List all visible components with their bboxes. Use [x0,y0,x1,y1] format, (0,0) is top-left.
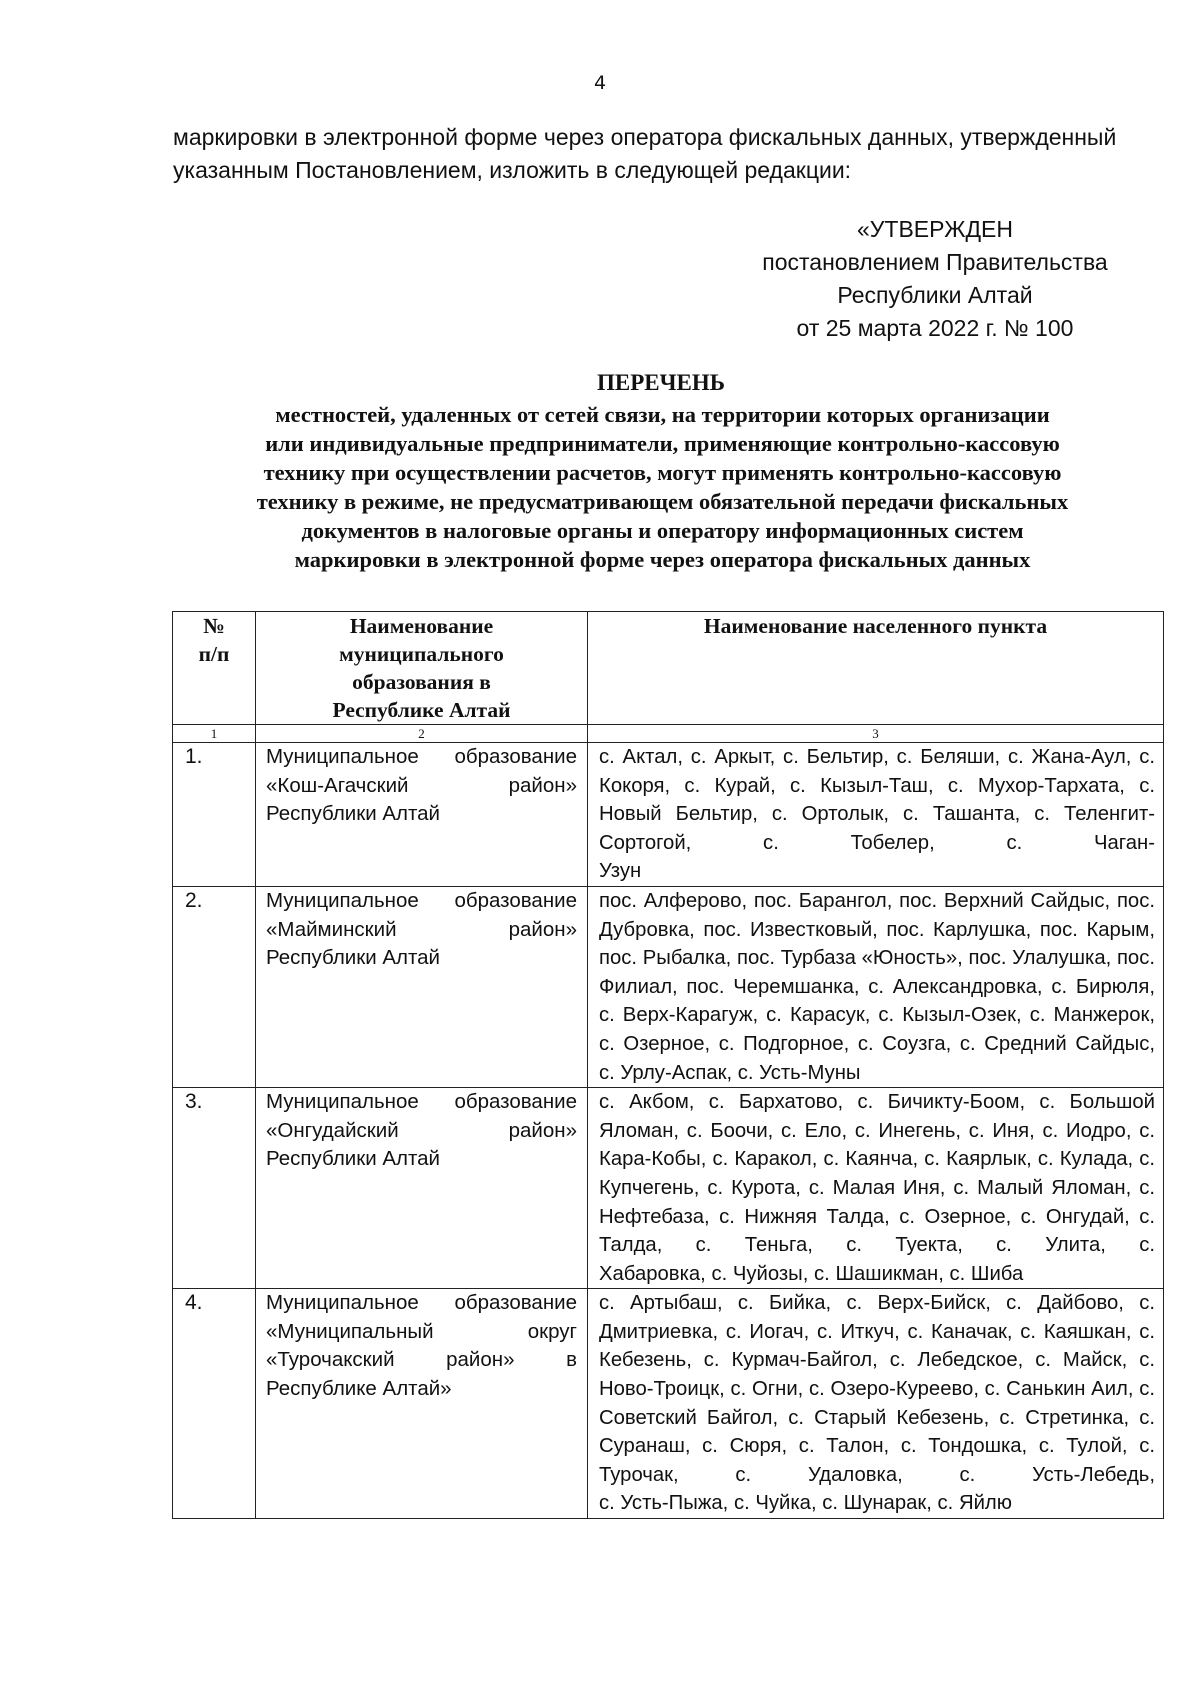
subtitle-line: маркировки в электронной форме через оператора фискальных данных [294,547,1031,572]
subtitle-line: технику при осуществлении расчетов, могут применять контрольно-кассовую [263,460,1062,485]
row-number: 1. [173,743,256,887]
header-number-line: п/п [198,642,230,666]
row-number: 4. [173,1289,256,1519]
municipality-name: Муниципальное образование «Кош-Агачский район» Республики Алтай [256,743,588,887]
locality-list [588,743,1164,887]
header-locality-line: Наименование населенного пункта [703,614,1048,638]
locality-list [588,886,1164,1087]
row-number: 3. [173,1088,256,1289]
locality-text-last: Узун [599,860,642,883]
localities-table [172,611,1164,1519]
municipality-name: Муниципальное образование «Муниципальный округ «Турочакский район» в Республике Алтай» [256,1289,588,1519]
header-number-line: № [203,614,225,638]
locality-text-last: Хабаровка, с. Чуйозы, с. Шашикман, с. Шиба [599,1262,1024,1285]
document-subtitle [140,400,1185,574]
locality-text: с. Актал, с. Аркыт, с. Бельтир, с. Беляши, с. Жана-Аул, с. Кокоря, с. Курай, с. Кызыл-Таш, с. Мухор-Тархата, с. Новый Бельтир, с. Ортолык, с. Ташанта, с. Теленгит-Сортогой, с. Тобелер, с. Чаган- [599,746,1155,854]
row-number: 2. [173,886,256,1087]
header-locality [588,612,1164,725]
document-title: ПЕРЕЧЕНЬ [597,370,725,395]
approval-line: «УТВЕРЖДЕН [857,216,1013,242]
subtitle-line: или индивидуальные предприниматели, применяющие контрольно-кассовую [265,431,1060,456]
header-municipality-line: муниципального [339,642,504,666]
subtitle-line: документов в налоговые органы и оператору информационных систем [301,518,1024,543]
intro-line: указанным Постановлением, изложить в следующей редакции: [173,157,852,183]
municipality-name: Муниципальное образование «Майминский район» Республики Алтай [256,886,588,1087]
table-row [173,743,1164,887]
approval-line: от 25 марта 2022 г. № 100 [796,315,1074,341]
approval-line: Республики Алтай [837,282,1033,308]
header-municipality-line: Наименование [349,614,494,638]
intro-paragraph [173,121,1117,187]
intro-line: маркировки в электронной форме через оператора фискальных данных, утвержденный [173,124,1117,150]
subtitle-line: технику в режиме, не предусматривающем обязательной передачи фискальных [256,489,1069,514]
locality-text-last: с. Урлу-Аспак, с. Усть-Муны [599,1061,861,1084]
header-municipality-line: образования в [352,670,491,694]
table-header-row [173,612,1164,725]
column-number: 1 [173,725,256,743]
locality-text: с. Артыбаш, с. Бийка, с. Верх-Бийск, с. Дайбово, с. Дмитриевка, с. Иогач, с. Иткуч, с. Каначак, с. Каяшкан, с. Кебезень, с. Курмач-Байгол, с. Лебедское, с. Майск, с. Ново-Троицк, с. Огни, с. Озеро-Куреево, с. Санькин Аил, с. Советский Байгол, с. Старый Кебезень, с. Стретинка, с. Суранаш, с. Сюря, с. Талон, с. Тондошка, с. Тулой, с. Турочак, с. Удаловка, с. Усть-Лебедь, [599,1292,1155,1486]
header-municipality-line: Республике Алтай [332,698,511,722]
locality-list [588,1088,1164,1289]
table-row [173,1289,1164,1519]
subtitle-line: местностей, удаленных от сетей связи, на территории которых организации [275,402,1050,427]
approval-stamp [700,213,1170,345]
municipality-name: Муниципальное образование «Онгудайский район» Республики Алтай [256,1088,588,1289]
column-number-row [173,725,1164,743]
locality-text: пос. Алферово, пос. Барангол, пос. Верхний Сайдыс, пос. Дубровка, пос. Известковый, пос. Карлушка, пос. Карым, пос. Рыбалка, пос. Турбаза «Юность», пос. Улалушка, пос. Филиал, пос. Черемшанка, с. Александровка, с. Бирюля, с. Верх-Карагуж, с. Карасук, с. Кызыл-Озек, с. Манжерок, с. Озерное, с. Подгорное, с. Соузга, с. Средний Сайдыс, [599,889,1155,1055]
locality-text-last: с. Усть-Пыжа, с. Чуйка, с. Шунарак, с. Яйлю [599,1492,1012,1515]
header-number [173,612,256,725]
locality-text: с. Акбом, с. Бархатово, с. Бичикту-Боом, с. Большой Яломан, с. Боочи, с. Ело, с. Инегень, с. Иня, с. Иодро, с. Кара-Кобы, с. Каракол, с. Каянча, с. Каярлык, с. Кулада, с. Купчегень, с. Курота, с. Малая Иня, с. Малый Яломан, с. Нефтебаза, с. Нижняя Талда, с. Озерное, с. Онгудай, с. Талда, с. Теньга, с. Туекта, с. Улита, с. [599,1091,1155,1257]
locality-list [588,1289,1164,1519]
column-number: 2 [256,725,588,743]
table-row [173,1088,1164,1289]
column-number: 3 [588,725,1164,743]
page-number: 4 [593,72,607,94]
approval-line: постановлением Правительства [762,249,1108,275]
header-municipality [256,612,588,725]
table-row [173,886,1164,1087]
